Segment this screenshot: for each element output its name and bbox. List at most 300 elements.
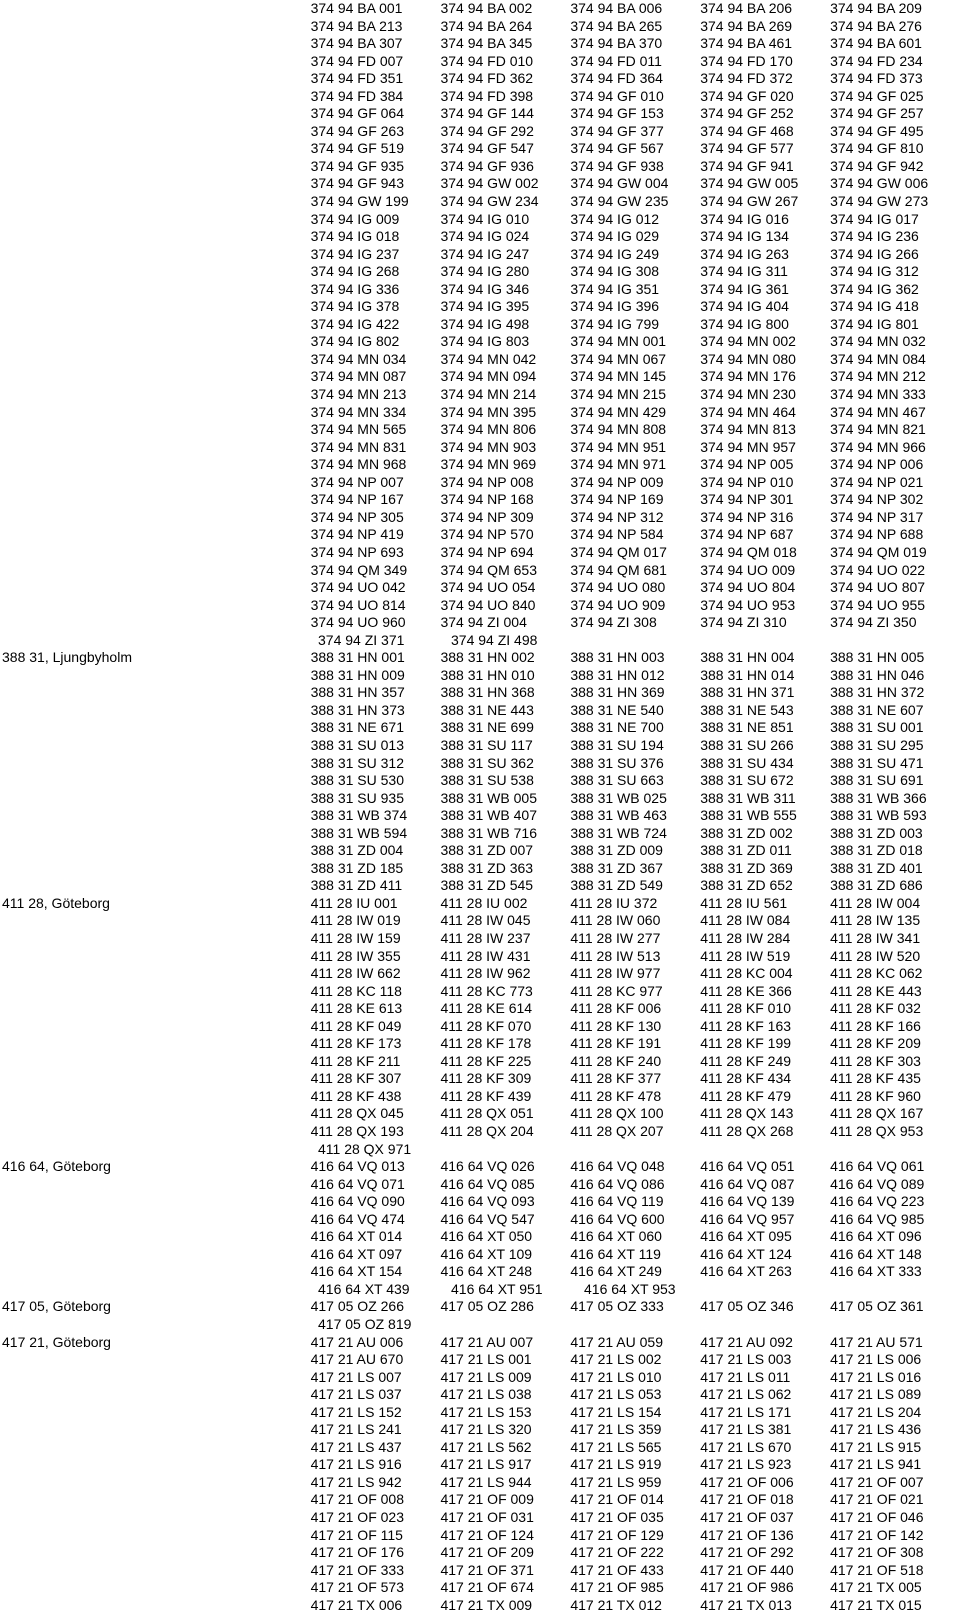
code-cell: 374 94 IG 802 — [310, 333, 400, 350]
code-row — [0, 983, 960, 1001]
code-cell: 417 21 OF 006 — [700, 1473, 794, 1490]
code-row — [0, 544, 960, 562]
code-cell: 417 21 OF 035 — [570, 1509, 664, 1526]
label-spacer — [0, 211, 311, 229]
code-cell: 374 94 BA 269 — [700, 17, 793, 34]
code-cell: 374 94 UO 953 — [700, 596, 796, 613]
code-cell: 388 31 HN 010 — [440, 666, 535, 683]
label-spacer — [0, 1211, 311, 1229]
code-cell: 417 21 LS 007 — [310, 1368, 402, 1385]
code-cell: 417 21 AU 092 — [700, 1333, 793, 1350]
code-cell: 417 21 LS 562 — [440, 1438, 532, 1455]
code-cell: 374 94 IG 418 — [830, 298, 919, 315]
code-cell: 374 94 GW 006 — [830, 175, 929, 192]
code-row — [0, 1211, 960, 1229]
label-spacer — [0, 1369, 311, 1387]
code-cell: 374 94 MN 094 — [440, 368, 537, 385]
code-cell: 416 64 VQ 090 — [310, 1193, 405, 1210]
label-spacer — [0, 544, 311, 562]
code-cell: 374 94 IG 336 — [310, 280, 400, 297]
label-spacer — [0, 35, 311, 53]
code-cell: 388 31 NE 543 — [700, 701, 794, 718]
code-cell: 374 94 MN 212 — [830, 368, 926, 385]
code-cell: 374 94 MN 831 — [310, 438, 407, 455]
label-spacer — [0, 597, 311, 615]
code-cell: 374 94 MN 806 — [440, 421, 537, 438]
code-cell: 388 31 NE 443 — [440, 701, 534, 718]
code-cell: 388 31 WB 555 — [700, 807, 797, 824]
code-row — [0, 562, 960, 580]
code-cell: 374 94 NP 316 — [700, 508, 794, 525]
code-cell: 374 94 MN 042 — [440, 350, 537, 367]
code-cell: 374 94 MN 032 — [830, 333, 926, 350]
code-cell: 411 28 KC 977 — [570, 982, 663, 999]
code-cell: 374 94 ZI 310 — [700, 614, 787, 631]
label-spacer — [0, 1070, 311, 1088]
code-cell: 417 21 OF 333 — [310, 1561, 404, 1578]
code-cell: 374 94 FD 362 — [440, 70, 534, 87]
code-cell: 417 21 OF 985 — [570, 1579, 664, 1596]
code-cell: 416 64 VQ 051 — [700, 1158, 795, 1175]
code-cell: 374 94 MN 334 — [310, 403, 407, 420]
code-cell: 374 94 FD 007 — [310, 52, 404, 69]
code-cell: 417 21 OF 008 — [310, 1491, 404, 1508]
code-cell: 374 94 UO 022 — [830, 561, 926, 578]
code-cell: 374 94 NP 301 — [700, 491, 794, 508]
code-cell: 411 28 IU 001 — [310, 894, 398, 911]
code-cell: 374 94 IG 799 — [570, 315, 660, 332]
code-cell: 374 94 MN 464 — [700, 403, 796, 420]
code-cell: 374 94 IG 263 — [700, 245, 789, 262]
code-cell: 411 28 IW 060 — [570, 912, 661, 929]
code-cell: 416 64 VQ 085 — [440, 1175, 535, 1192]
code-cell: 416 64 XT 109 — [440, 1245, 533, 1262]
code-row — [0, 1281, 960, 1299]
code-cell: 416 64 XT 263 — [700, 1263, 792, 1280]
code-cell: 374 94 BA 001 — [310, 0, 403, 16]
label-spacer — [0, 1386, 311, 1404]
label-spacer — [0, 1562, 311, 1580]
label-spacer — [0, 386, 311, 404]
code-cell: 417 21 OF 037 — [700, 1509, 794, 1526]
label-spacer — [0, 175, 311, 193]
label-spacer — [0, 1105, 311, 1123]
code-row — [0, 1351, 960, 1369]
code-cell: 374 94 GF 547 — [440, 140, 534, 157]
code-cell: 416 64 VQ 086 — [570, 1175, 665, 1192]
code-cell: 388 31 SU 663 — [570, 772, 664, 789]
code-cell: 374 94 ZI 308 — [570, 614, 657, 631]
code-cell: 416 64 VQ 093 — [440, 1193, 535, 1210]
code-cell: 388 31 HN 003 — [570, 649, 665, 666]
code-cell: 417 21 LS 670 — [700, 1438, 792, 1455]
code-cell: 374 94 IG 308 — [570, 263, 660, 280]
label-spacer — [0, 1351, 311, 1369]
code-row — [0, 1018, 960, 1036]
code-cell: 417 21 OF 018 — [700, 1491, 794, 1508]
code-cell: 374 94 MN 087 — [310, 368, 407, 385]
code-cell: 374 94 UO 840 — [440, 596, 536, 613]
code-cell: 411 28 KC 062 — [830, 965, 923, 982]
code-cell: 374 94 FD 384 — [310, 87, 404, 104]
code-cell: 374 94 IG 134 — [700, 228, 789, 245]
code-cell: 388 31 SU 117 — [440, 736, 533, 753]
code-row — [0, 825, 960, 843]
code-row — [0, 1053, 960, 1071]
code-cell: 411 28 KE 443 — [830, 982, 922, 999]
code-cell: 374 94 IG 351 — [570, 280, 660, 297]
code-row — [0, 1316, 960, 1334]
label-spacer — [0, 1281, 318, 1299]
label-spacer — [0, 1527, 311, 1545]
code-cell: 388 31 HN 014 — [700, 666, 795, 683]
code-cell: 416 64 VQ 139 — [700, 1193, 795, 1210]
code-cell: 388 31 NE 700 — [570, 719, 664, 736]
code-cell: 374 94 IG 024 — [440, 228, 530, 245]
code-cell: 417 21 OF 023 — [310, 1509, 404, 1526]
code-cell: 388 31 ZD 003 — [830, 824, 923, 841]
code-cell: 411 28 KF 249 — [700, 1052, 792, 1069]
code-cell: 374 94 UO 909 — [570, 596, 666, 613]
code-cell: 388 31 WB 593 — [830, 807, 927, 824]
label-spacer — [0, 1456, 311, 1474]
label-spacer — [0, 439, 311, 457]
code-cell: 411 28 KE 366 — [700, 982, 792, 999]
code-cell: 417 21 LS 010 — [570, 1368, 662, 1385]
code-cell: 388 31 NE 540 — [570, 701, 664, 718]
code-row — [0, 1176, 960, 1194]
code-cell: 388 31 ZD 545 — [440, 877, 534, 894]
label-spacer — [0, 860, 311, 878]
code-cell: 374 94 MN 176 — [700, 368, 796, 385]
code-cell: 388 31 ZD 185 — [310, 859, 404, 876]
code-cell: 417 21 OF 674 — [440, 1579, 534, 1596]
code-cell: 388 31 ZD 686 — [830, 877, 923, 894]
code-row — [0, 1246, 960, 1264]
code-cell: 417 05 OZ 286 — [440, 1298, 534, 1315]
code-cell: 374 94 IG 312 — [830, 263, 919, 280]
code-cell: 417 21 AU 059 — [570, 1333, 663, 1350]
code-row — [0, 474, 960, 492]
group-label: 411 28, Göteborg — [2, 894, 110, 911]
code-row — [0, 1193, 960, 1211]
code-cell: 388 31 HN 002 — [440, 649, 535, 666]
code-cell: 388 31 SU 376 — [570, 754, 664, 771]
code-row — [0, 1474, 960, 1492]
code-row — [0, 368, 960, 386]
code-cell: 374 94 BA 276 — [830, 17, 922, 34]
code-cell: 417 21 AU 006 — [310, 1333, 404, 1350]
label-spacer — [0, 1088, 311, 1106]
code-row — [0, 1228, 960, 1246]
code-cell: 417 05 OZ 346 — [700, 1298, 794, 1315]
label-spacer — [0, 474, 311, 492]
code-row — [0, 684, 960, 702]
code-cell: 388 31 HN 012 — [570, 666, 665, 683]
label-spacer — [0, 0, 311, 18]
code-cell: 411 28 KF 211 — [310, 1052, 401, 1069]
label-spacer — [0, 930, 311, 948]
code-cell: 417 21 OF 518 — [830, 1561, 924, 1578]
code-row — [0, 597, 960, 615]
code-row — [0, 1404, 960, 1422]
code-row — [0, 123, 960, 141]
code-row — [0, 860, 960, 878]
code-cell: 374 94 GW 005 — [700, 175, 799, 192]
code-row — [0, 807, 960, 825]
code-cell: 374 94 GW 267 — [700, 193, 799, 210]
code-row — [0, 439, 960, 457]
code-cell: 416 64 VQ 061 — [830, 1158, 925, 1175]
label-spacer — [0, 1000, 311, 1018]
code-row — [0, 333, 960, 351]
code-cell: 411 28 QX 143 — [700, 1105, 794, 1122]
code-cell: 374 94 FD 398 — [440, 87, 534, 104]
code-cell: 416 64 VQ 957 — [700, 1210, 795, 1227]
code-cell: 374 94 GF 941 — [700, 157, 794, 174]
code-row — [0, 526, 960, 544]
label-spacer — [0, 1141, 318, 1159]
label-spacer — [0, 368, 311, 386]
code-cell: 411 28 IW 159 — [310, 929, 401, 946]
code-cell: 411 28 IU 561 — [700, 894, 788, 911]
code-cell: 417 21 LS 053 — [570, 1386, 662, 1403]
code-cell: 416 64 VQ 026 — [440, 1158, 535, 1175]
code-cell: 417 05 OZ 361 — [830, 1298, 924, 1315]
code-cell: 374 94 BA 213 — [310, 17, 403, 34]
code-cell: 374 94 MN 821 — [830, 421, 926, 438]
code-cell: 374 94 FD 351 — [310, 70, 404, 87]
code-cell: 388 31 HN 004 — [700, 649, 795, 666]
code-cell: 374 94 GF 810 — [830, 140, 924, 157]
code-cell: 374 94 NP 006 — [830, 456, 924, 473]
code-cell: 388 31 HN 005 — [830, 649, 925, 666]
code-cell: 388 31 WB 716 — [440, 824, 537, 841]
label-spacer — [0, 316, 311, 334]
code-cell: 388 31 SU 471 — [830, 754, 924, 771]
code-cell: 417 21 LS 062 — [700, 1386, 792, 1403]
code-cell: 374 94 BA 006 — [570, 0, 663, 16]
code-cell: 417 21 TX 015 — [830, 1596, 922, 1613]
code-cell: 374 94 UO 960 — [310, 614, 406, 631]
label-spacer — [0, 825, 311, 843]
code-row — [0, 1491, 960, 1509]
code-cell: 411 28 KE 613 — [310, 1000, 403, 1017]
code-cell: 374 94 IG 010 — [440, 210, 530, 227]
code-cell: 374 94 IG 249 — [570, 245, 660, 262]
code-row — [0, 193, 960, 211]
code-cell: 416 64 VQ 089 — [830, 1175, 925, 1192]
code-cell: 374 94 UO 054 — [440, 579, 536, 596]
label-spacer — [0, 1228, 311, 1246]
code-cell: 374 94 BA 265 — [570, 17, 663, 34]
code-cell: 417 21 AU 670 — [310, 1351, 404, 1368]
code-cell: 374 94 GF 943 — [310, 175, 404, 192]
label-spacer — [0, 281, 311, 299]
code-cell: 417 21 LS 009 — [440, 1368, 532, 1385]
code-row — [0, 316, 960, 334]
code-cell: 374 94 GW 199 — [310, 193, 409, 210]
code-cell: 411 28 IW 277 — [570, 929, 661, 946]
label-spacer — [0, 1421, 311, 1439]
code-row — [0, 509, 960, 527]
code-cell: 374 94 GF 519 — [310, 140, 404, 157]
code-row — [0, 1141, 960, 1159]
code-cell: 417 21 OF 031 — [440, 1509, 534, 1526]
code-cell: 417 21 LS 037 — [310, 1386, 402, 1403]
code-row — [0, 1088, 960, 1106]
code-cell: 417 21 OF 046 — [830, 1509, 924, 1526]
code-cell: 374 94 FD 011 — [570, 52, 662, 69]
code-cell: 411 28 QX 971 — [318, 1140, 412, 1157]
code-row — [0, 1597, 960, 1615]
code-cell: 417 21 OF 308 — [830, 1544, 924, 1561]
code-cell: 374 94 BA 461 — [700, 35, 793, 52]
code-cell: 388 31 HN 371 — [700, 684, 795, 701]
label-spacer — [0, 53, 311, 71]
code-cell: 411 28 KF 191 — [570, 1035, 662, 1052]
code-cell: 411 28 KF 303 — [830, 1052, 921, 1069]
code-cell: 388 31 WB 025 — [570, 789, 667, 806]
code-cell: 411 28 KF 439 — [440, 1087, 532, 1104]
code-cell: 417 21 TX 012 — [570, 1596, 662, 1613]
code-cell: 416 64 XT 953 — [584, 1280, 676, 1297]
code-cell: 374 94 GW 235 — [570, 193, 669, 210]
code-cell: 374 94 QM 349 — [310, 561, 408, 578]
code-cell: 416 64 VQ 474 — [310, 1210, 405, 1227]
code-cell: 417 21 LS 154 — [570, 1403, 662, 1420]
code-cell: 416 64 VQ 013 — [310, 1158, 405, 1175]
code-cell: 374 94 GF 938 — [570, 157, 664, 174]
code-cell: 388 31 HN 368 — [440, 684, 535, 701]
code-cell: 374 94 NP 302 — [830, 491, 924, 508]
code-cell: 374 94 MN 467 — [830, 403, 926, 420]
code-cell: 374 94 UO 042 — [310, 579, 406, 596]
code-cell: 374 94 FD 372 — [700, 70, 793, 87]
label-spacer — [0, 1509, 311, 1527]
code-cell: 411 28 QX 204 — [440, 1123, 534, 1139]
code-cell: 416 64 VQ 223 — [830, 1193, 925, 1210]
label-spacer — [0, 1246, 311, 1264]
code-cell: 374 94 NP 167 — [310, 491, 404, 508]
code-cell: 411 28 IW 237 — [440, 929, 531, 946]
code-cell: 388 31 SU 434 — [700, 754, 794, 771]
label-spacer — [0, 1491, 311, 1509]
code-cell: 374 94 GF 252 — [700, 105, 794, 122]
code-cell: 374 94 ZI 371 — [318, 631, 405, 648]
code-cell: 374 94 QM 681 — [570, 561, 667, 578]
code-row — [0, 755, 960, 773]
code-cell: 374 94 MN 002 — [700, 333, 796, 350]
code-cell: 374 94 NP 010 — [700, 473, 794, 490]
code-cell: 411 28 IW 045 — [440, 912, 531, 929]
code-cell: 374 94 IG 237 — [310, 245, 400, 262]
code-cell: 416 64 XT 951 — [451, 1280, 543, 1297]
code-cell: 411 28 KF 478 — [570, 1087, 662, 1104]
code-cell: 388 31 WB 463 — [570, 807, 667, 824]
code-cell: 411 28 QX 268 — [700, 1123, 794, 1139]
code-cell: 417 21 LS 436 — [830, 1421, 922, 1438]
code-cell: 374 94 NP 169 — [570, 491, 664, 508]
code-cell: 411 28 KF 166 — [830, 1017, 921, 1034]
code-cell: 374 94 FD 234 — [830, 52, 923, 69]
label-spacer — [0, 1597, 311, 1615]
code-cell: 417 21 OF 007 — [830, 1473, 924, 1490]
code-cell: 411 28 IW 004 — [830, 894, 921, 911]
code-cell: 374 94 GW 002 — [440, 175, 539, 192]
label-spacer — [0, 1316, 318, 1334]
code-cell: 388 31 SU 013 — [310, 736, 404, 753]
code-cell: 417 21 OF 176 — [310, 1544, 404, 1561]
code-row — [0, 1263, 960, 1281]
code-cell: 374 94 GF 942 — [830, 157, 924, 174]
code-row — [0, 175, 960, 193]
code-cell: 411 28 KF 209 — [830, 1035, 921, 1052]
code-cell: 411 28 QX 953 — [830, 1123, 924, 1139]
code-cell: 416 64 VQ 600 — [570, 1210, 665, 1227]
label-spacer — [0, 983, 311, 1001]
code-cell: 411 28 IW 019 — [310, 912, 401, 929]
code-cell: 374 94 MN 429 — [570, 403, 667, 420]
label-spacer — [0, 228, 311, 246]
code-cell: 417 21 LS 565 — [570, 1438, 662, 1455]
code-cell: 417 21 OF 222 — [570, 1544, 664, 1561]
code-cell: 374 94 NP 005 — [700, 456, 794, 473]
code-cell: 374 94 MN 067 — [570, 350, 667, 367]
code-cell: 374 94 NP 584 — [570, 526, 664, 543]
code-cell: 374 94 GF 577 — [700, 140, 794, 157]
label-spacer — [0, 772, 311, 790]
code-cell: 417 21 LS 089 — [830, 1386, 922, 1403]
code-cell: 411 28 IW 977 — [570, 965, 661, 982]
code-cell: 388 31 WB 724 — [570, 824, 667, 841]
code-cell: 411 28 KE 614 — [440, 1000, 533, 1017]
code-row — [0, 1035, 960, 1053]
label-spacer — [0, 351, 311, 369]
code-cell: 374 94 ZI 350 — [830, 614, 917, 631]
code-cell: 388 31 SU 295 — [830, 736, 924, 753]
code-cell: 417 05 OZ 266 — [310, 1298, 404, 1315]
code-cell: 374 94 FD 010 — [440, 52, 534, 69]
code-cell: 374 94 IG 311 — [700, 263, 788, 280]
code-cell: 417 21 AU 007 — [440, 1333, 534, 1350]
code-cell: 411 28 KC 773 — [440, 982, 533, 999]
label-spacer — [0, 1474, 311, 1492]
code-cell: 417 21 TX 009 — [440, 1596, 533, 1613]
code-cell: 374 94 NP 693 — [310, 543, 404, 560]
code-cell: 374 94 GF 292 — [440, 122, 534, 139]
code-cell: 416 64 XT 060 — [570, 1228, 662, 1245]
code-cell: 417 21 OF 014 — [570, 1491, 664, 1508]
code-row — [0, 1421, 960, 1439]
code-cell: 374 94 NP 007 — [310, 473, 404, 490]
code-cell: 417 21 OF 136 — [700, 1526, 794, 1543]
code-cell: 374 94 NP 688 — [830, 526, 924, 543]
code-row — [0, 1334, 960, 1352]
code-cell: 411 28 QX 193 — [310, 1123, 404, 1139]
code-cell: 417 21 LS 241 — [310, 1421, 402, 1438]
code-cell: 411 28 IW 135 — [830, 912, 921, 929]
code-cell: 374 94 GF 153 — [570, 105, 664, 122]
code-cell: 374 94 IG 280 — [440, 263, 530, 280]
code-cell: 374 94 GF 025 — [830, 87, 924, 104]
label-spacer — [0, 105, 311, 123]
code-cell: 374 94 NP 305 — [310, 508, 404, 525]
code-row — [0, 1509, 960, 1527]
code-cell: 411 28 KF 438 — [310, 1087, 402, 1104]
code-cell: 374 94 IG 016 — [700, 210, 789, 227]
code-cell: 374 94 NP 687 — [700, 526, 794, 543]
